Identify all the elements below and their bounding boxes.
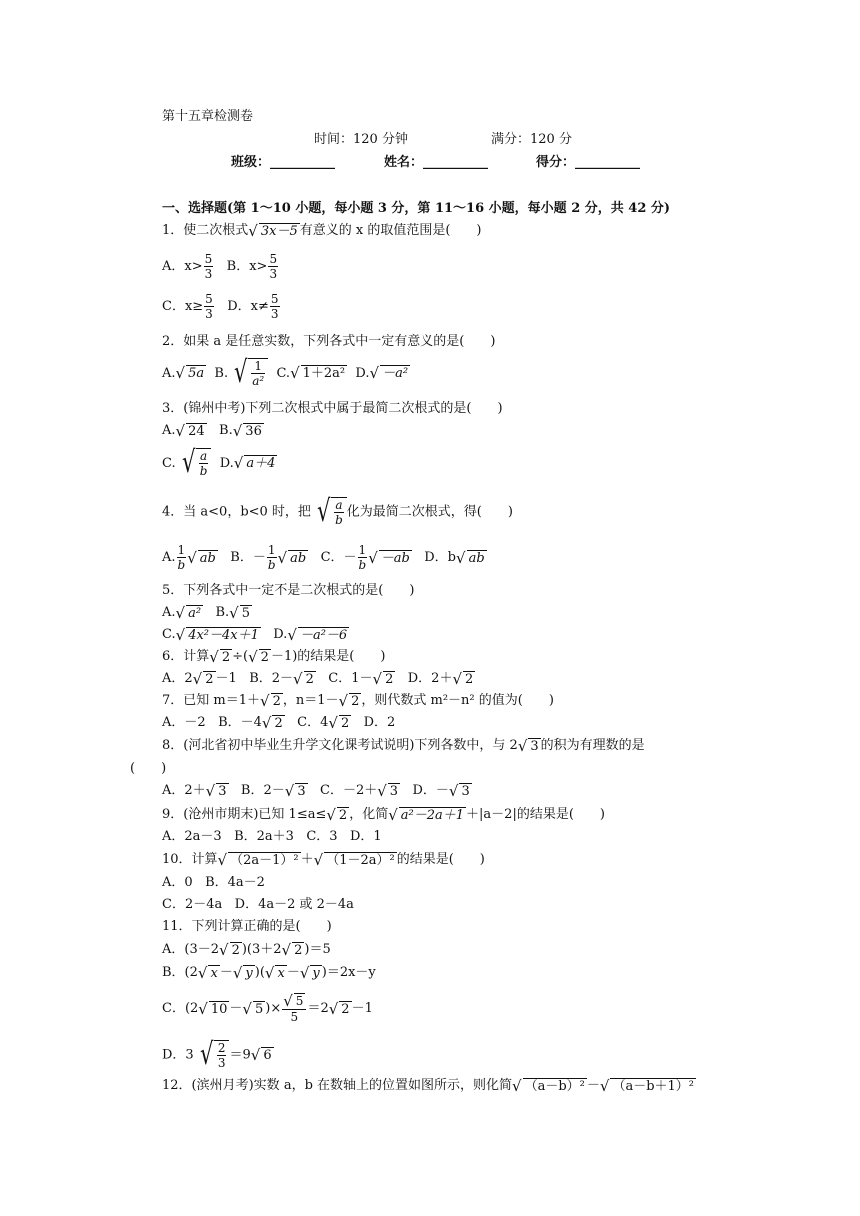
question-10-options-cd (162, 896, 354, 914)
option-d[interactable]: D．1 (349, 829, 382, 844)
question-3-options-ab (162, 422, 264, 440)
option-c[interactable]: C．3 (306, 829, 338, 844)
question-10-stem: 10．计算 √ （2a－1）² ＋ √ （1－2a）² 的结果是( ) (162, 850, 485, 869)
option-b[interactable]: B．－4 √ 2 (218, 713, 283, 732)
option-d[interactable]: D. √ －a²－6 (273, 625, 348, 644)
question-11-option-a[interactable]: A．(3－2 √ 2 )(3＋2 √ 2 )＝5 (162, 940, 331, 959)
option-b[interactable]: B．4a－2 (205, 875, 265, 890)
option-b[interactable]: B. √ 5 (215, 603, 250, 622)
question-11-stem: 11．下列计算正确的是( ) (162, 919, 332, 934)
question-5-stem: 5．下列各式中一定不是二次根式的是( ) (162, 583, 415, 598)
option-d[interactable]: D. √ a＋4 (219, 454, 276, 472)
section-heading: 一、选择题(第 1～10 小题，每小题 3 分，第 11～16 小题，每小题 2 分，共 42 分) (162, 201, 671, 216)
question-8-options (162, 782, 472, 800)
option-b[interactable]: B．2－ √ 3 (240, 781, 306, 800)
question-1-stem: 1．使二次根式 √ 3x－5 有意义的 x 的取值范围是( ) (162, 221, 482, 240)
question-8-stem: 8．(河北省初中毕业生升学文化课考试说明)下列各数中，与 2 √ 3 的积为有理数的是 (162, 736, 645, 755)
option-c[interactable]: C. √ $\frac{a}{b}$ (162, 456, 211, 471)
question-5-options-ab (162, 604, 252, 622)
option-b[interactable]: B．－ $\frac{1}{b}$ √ ab (230, 543, 307, 572)
option-a[interactable]: A. $\frac{1}{b}$ √ ab (162, 543, 216, 572)
question-9-options (162, 828, 382, 846)
option-c[interactable]: C．－ $\frac{1}{b}$ √ －ab (320, 543, 410, 572)
question-2-stem: 2．如果 a 是任意实数，下列各式中一定有意义的是( ) (162, 334, 496, 349)
option-a[interactable]: A．2 √ 2 －1 (162, 669, 237, 688)
question-8-stem-continued: ( ) (130, 761, 167, 776)
option-a[interactable]: A. √ a² (162, 603, 202, 622)
option-a[interactable]: A．2＋ √ 3 (162, 781, 227, 800)
score-field[interactable]: 得分：__________ (536, 155, 641, 170)
question-11-option-c[interactable]: C．(2 √ 10 － √ 5 )× √ 5 5 ＝2 √ 2 －1 (162, 992, 373, 1024)
question-12-stem: 12．(滨州月考)实数 a，b 在数轴上的位置如图所示，则化简 √ （a－b）² － √ （a－b＋1）² (162, 1076, 695, 1095)
option-d[interactable]: D．－ √ 3 (412, 781, 470, 800)
option-c[interactable]: C．2－4a (162, 897, 223, 912)
option-a[interactable]: A．0 (162, 875, 193, 890)
option-c[interactable]: C．－2＋ √ 3 (320, 781, 399, 800)
option-c[interactable]: C. √ 1＋2a² (276, 364, 346, 382)
option-b[interactable]: B．2－ √ 2 (249, 669, 314, 688)
option-b[interactable]: B．2a＋3 (234, 829, 294, 844)
question-6-options (162, 670, 475, 688)
question-5-options-cd (162, 626, 349, 644)
option-c[interactable]: C．1－ √ 2 (328, 669, 394, 688)
question-2-options (162, 355, 410, 390)
option-c[interactable]: C．x≥ $\frac{5}{3}$ (162, 292, 213, 321)
option-d[interactable]: D．b √ ab (424, 548, 485, 567)
question-9-stem: 9．(沧州市期末)已知 1≤a≤ √ 2 ，化简 √ a²－2a＋1 ＋|a－2|的结果是( ) (162, 805, 605, 824)
question-11-option-b[interactable]: B．(2 √ x － √ y )( √ x － √ y )＝2x－y (162, 963, 376, 982)
full-score: 满分：120 分 (491, 132, 572, 147)
question-4-options (162, 543, 487, 572)
option-d[interactable]: D. √ －a² (355, 364, 409, 382)
document-title: 第十五章检测卷 (162, 109, 254, 124)
option-d[interactable]: D．2＋ √ 2 (407, 669, 474, 688)
option-c[interactable]: C. √ 4x²－4x＋1 (162, 625, 259, 644)
question-3-stem: 3．(锦州中考)下列二次根式中属于最简二次根式的是( ) (162, 401, 503, 416)
question-1-options-cd (162, 292, 281, 321)
radical: √ 3x－5 (248, 221, 298, 240)
option-b[interactable]: B．x> $\frac{5}{3}$ (226, 252, 278, 281)
option-b[interactable]: B. √ $\frac{1}{\text{a²}}$ (214, 366, 268, 381)
name-field[interactable]: 姓名：__________ (384, 155, 489, 170)
question-3-options-cd (162, 445, 277, 480)
option-a[interactable]: A. √ 5a (162, 364, 205, 382)
question-1-options-ab (162, 252, 279, 281)
option-b[interactable]: B. √ 36 (219, 421, 262, 440)
option-d[interactable]: D．2 (363, 715, 396, 730)
option-d[interactable]: D．4a－2 或 2－4a (234, 897, 354, 912)
option-a[interactable]: A．x> $\frac{5}{3}$ (162, 252, 213, 281)
question-7-stem: 7．已知 m＝1＋ √ 2 ，n＝1－ √ 2 ，则代数式 m²－n² 的值为( ) (162, 691, 554, 710)
class-field[interactable]: 班级：__________ (231, 155, 336, 170)
time-limit: 时间：120 分钟 (314, 132, 408, 147)
option-c[interactable]: C．4 √ 2 (297, 713, 350, 732)
question-6-stem: 6．计算 √ 2 ÷( √ 2 －1)的结果是( ) (162, 647, 386, 666)
option-a[interactable]: A．－2 (162, 715, 206, 730)
question-4-stem: 4．当 a<0，b<0 时，把 √ $\frac{a}{b}$ 化为最简二次根式，得( ) (162, 494, 513, 529)
option-a[interactable]: A. √ 24 (162, 421, 205, 440)
question-7-options (162, 714, 395, 732)
option-a[interactable]: A．2a－3 (162, 829, 222, 844)
option-d[interactable]: D．x≠ $\frac{5}{3}$ (227, 292, 279, 321)
question-10-options-ab (162, 874, 265, 892)
question-11-option-d[interactable]: D．3 √ $\frac{2}{3}$ ＝9 √ 6 (162, 1037, 272, 1072)
